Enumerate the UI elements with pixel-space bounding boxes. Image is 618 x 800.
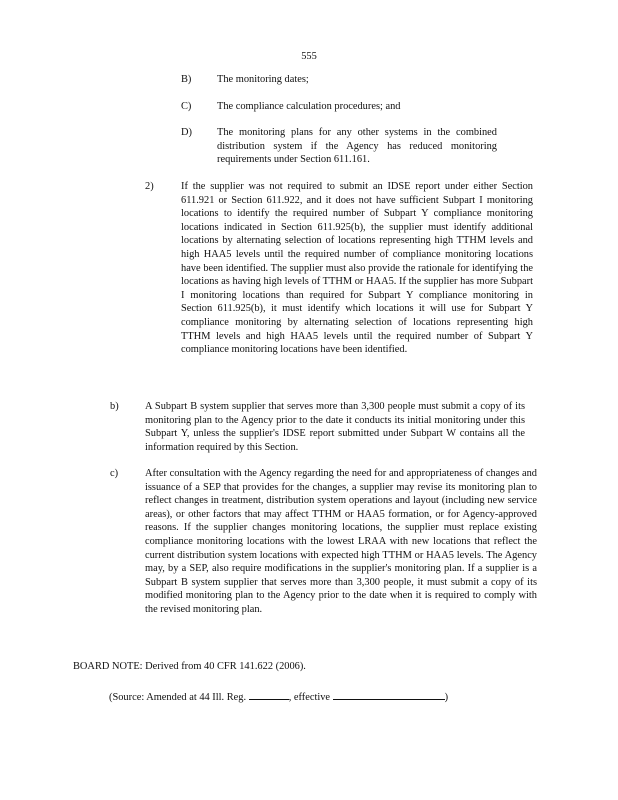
register-blank xyxy=(249,688,289,700)
source-line xyxy=(109,688,448,705)
source-prefix: (Source: Amended at 44 Ill. Reg. xyxy=(109,692,247,703)
source-middle: , effective xyxy=(288,692,331,703)
item-2-label: 2) xyxy=(145,181,154,192)
effective-date-blank xyxy=(333,688,445,700)
section-b-label: b) xyxy=(110,401,119,412)
board-note: BOARD NOTE: Derived from 40 CFR 141.622 (2006). xyxy=(73,661,306,672)
source-suffix: ) xyxy=(444,692,449,703)
subitem-label-d: D) xyxy=(181,127,192,138)
section-c-label: c) xyxy=(110,468,119,479)
section-c-text: After consultation with the Agency regarding the need for and appropriateness of changes and issuance of a SEP that provides for the changes, a supplier may revise its monitoring plan to reflect changes in treatment, distribution system operations and layout (including new service areas), or other factors that may affect TTHM or HAA5 formation, or for Agency-approved reasons. If the supplier changes monitoring locations, the supplier must replace existing compliance monitoring locations with the lowest LRAA with new locations that reflect the current distribution system locations with expected high TTHM or HAA5 levels. The Agency may, by a SEP, also require modifications in the supplier's monitoring plan. If a supplier is a Subpart B system supplier that serves more than 3,300 people, it must submit a copy of its modified monitoring plan to the Agency prior to the date when it is required to comply with the revised monitoring plan. xyxy=(145,468,537,615)
page-number: 555 xyxy=(301,51,317,62)
subitem-text-c: The compliance calculation procedures; and xyxy=(217,101,401,112)
subitem-label-b: B) xyxy=(181,74,192,85)
subitem-text-d: The monitoring plans for any other systems in the combined distribution system if the Agency has reduced monitoring requirements under Section 611.161. xyxy=(217,127,497,166)
item-2-text: If the supplier was not required to submit an IDSE report under either Section 611.921 or Section 611.922, and it does not have sufficient Subpart I monitoring locations to identify the required number of Subpart Y compliance monitoring locations indicated in Section 611.925(b), the supplier must identify additional locations by alternating selection of locations representing high TTHM levels and high HAA5 levels until the required number of compliance monitoring locations have been identified. The supplier must also provide the rationale for identifying the locations as having high levels of TTHM or HAA5. If the supplier has more Subpart I monitoring locations than required for Subpart Y compliance monitoring in Section 611.925(b), it must identify which locations it will use for Subpart Y compliance monitoring by alternating selection of locations representing high TTHM levels and high HAA5 levels until the required number of Subpart Y compliance monitoring locations have been identified. xyxy=(181,181,533,356)
subitem-text-b: The monitoring dates; xyxy=(217,74,309,85)
section-b-text: A Subpart B system supplier that serves more than 3,300 people must submit a copy of its monitoring plan to the Agency prior to the date it conducts its initial monitoring under this Subpart Y, unless the supplier's IDSE report submitted under Subpart W contains all the information required by this Section. xyxy=(145,401,525,453)
subitem-label-c: C) xyxy=(181,101,192,112)
